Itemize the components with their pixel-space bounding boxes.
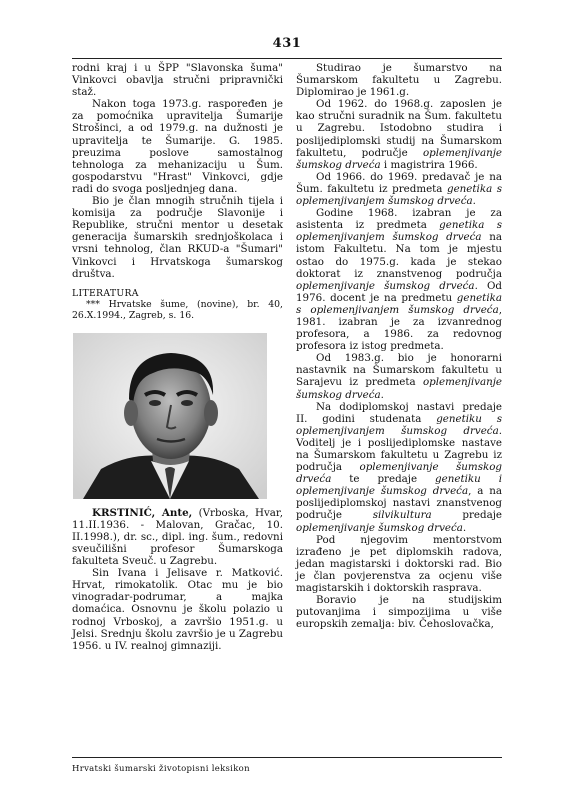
paragraph: Sin Ivana i Jelisave r. Matković. Hrvat, rimokatolik. Otac mu je bio vinogradar-podrumar, a majka domaćica. Osnovnu je školu polazio u rodnoj Vrboskoj, a završio 1951.g. u Jelsi. Srednju školu završio je u Zagrebu 1956. u IV. realnoj gimnaziji.	[72, 567, 283, 652]
portrait-photo	[73, 333, 267, 499]
paragraph: Nakon toga 1973.g. raspoređen je za pomoćnika upravitelja Šumarije Strošinci, a od 1979.g. na dužnosti je upravitelja te Šumarije. G. 1985. preuzima poslove samostalnog tehnologa za mehanizaciju u Šum. gospodarstvu "Hrast" Vinkovci, gdje radi do svoga posljednjeg dana.	[72, 98, 283, 195]
paragraph: Studirao je šumarstvo na Šumarskom fakultetu u Zagrebu. Diplomirao je 1961.g.	[296, 62, 502, 99]
paragraph: Pod njegovim mentorstvom izrađeno je pet diplomskih radova, jedan magistarski i doktorski rad. Bio je član povjerenstva za ocjenu više magistarskih i doktorskih rasprava.	[296, 533, 502, 595]
paragraph: Od 1983.g. bio je honorarni nastavnik na Šumarskom fakultetu u Sarajevu iz predmeta oplemenjivanje šumskog drveća.	[296, 352, 502, 401]
left-column	[72, 62, 283, 652]
paragraph: Bio je član mnogih stručnih tijela i komisija za područje Slavonije i Republike, stručni mentor u desetak generacija šumarskih srednjoškolaca i vrsni tehnolog, član RKUD-a "Šumari" Vinkovci i Hrvatskoga šumarskog društva.	[72, 195, 283, 280]
paragraph: Godine 1968. izabran je za asistenta iz predmeta genetika s oplemenjivanjem šumskog drveća na istom Fakultetu. Na tom je mjestu ostao do 1975.g. kada je stekao doktorat iz znanstvenog područja oplemenjivanje šumskog drveća. Od 1976. docent je na predmetu genetika s oplemenjivanjem šumskog drveća, 1981. izabran je za izvanrednog profesora, a 1986. za redovnog profesora iz istog predmeta.	[296, 207, 502, 353]
portrait-image	[73, 333, 267, 499]
literature-heading: LITERATURA	[72, 287, 139, 299]
biography-heading-text: (Vrboska, Hvar, 11.II.1936. - Malovan, Gračac, 10. II.1998.), dr. sc., dipl. ing. šum., redovni sveučilišni profesor Šumarskoga fakulteta Sveuč. u Zagrebu.	[72, 506, 283, 568]
page-number: 431	[272, 36, 302, 51]
right-column	[296, 62, 502, 630]
paragraph: Od 1966. do 1969. predavač je na Šum. fakultetu iz predmeta genetika s oplemenjivanjem šumskog drveća.	[296, 170, 503, 208]
biography-heading	[72, 507, 283, 567]
paragraph: Boravio je na studijskim putovanjima i simpozijima u više europskih zemalja: biv. Čehoslovačka,	[296, 594, 502, 631]
person-name: KRSTINIĆ, Ante,	[92, 506, 193, 519]
header-rule	[72, 58, 502, 59]
footer-rule	[72, 757, 502, 758]
paragraph: Od 1962. do 1968.g. zaposlen je kao stručni suradnik na Šum. fakultetu u Zagrebu. Istodobno studira i poslijediplomski studij na Šumarskom fakultetu, područje oplemenjivanje šumskog drveća i magistrira 1966.	[296, 98, 502, 171]
literature-section	[72, 288, 283, 321]
paragraph: Na dodiplomskoj nastavi predaje II. godini studenata genetiku s oplemenjivanjem šumskog drveća. Voditelj je i poslijediplomske nastave na Šumarskom fakultetu u Zagrebu iz područja oplemenjivanje šumskog drveća te predaje genetiku i oplemenjivanje šumskog drveća, a na poslijediplomskoj nastavi znanstvenog područje silvikultura predaje oplemenjivanje šumskog drveća.	[296, 400, 503, 534]
running-footer: Hrvatski šumarski životopisni leksikon	[72, 764, 250, 774]
literature-entry: *** Hrvatske šume, (novine), br. 40, 26.X.1994., Zagreb, s. 16.	[72, 298, 283, 321]
paragraph: rodni kraj i u ŠPP "Slavonska šuma" Vinkovci obavlja stručni pripravnički staž.	[72, 62, 283, 99]
